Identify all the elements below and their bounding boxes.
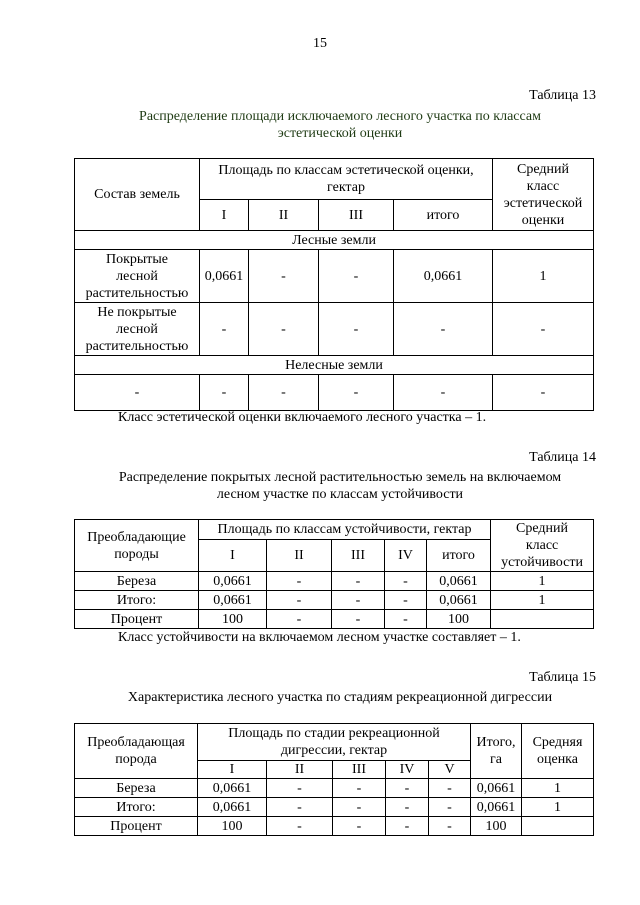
table-row bbox=[75, 572, 594, 591]
t15-header-avg-line1: Средняя bbox=[532, 735, 583, 750]
table-cell: 100 bbox=[198, 817, 267, 836]
table-row bbox=[75, 798, 594, 817]
t13-header-avg bbox=[493, 159, 594, 231]
table14-title-line2: лесном участке по классам устойчивости bbox=[216, 487, 464, 502]
table13-label: Таблица 13 bbox=[529, 88, 596, 103]
table-cell: - bbox=[429, 798, 471, 817]
t13-col-I: I bbox=[200, 200, 249, 231]
t14-header-species bbox=[75, 520, 199, 572]
table-cell: - bbox=[267, 572, 332, 591]
table13-note: Класс эстетической оценки включаемого лесного участка – 1. bbox=[118, 410, 487, 425]
table-cell: 100 bbox=[427, 610, 491, 629]
t13-header-area-line1: Площадь по классам эстетической оценки, bbox=[218, 163, 474, 178]
table-cell: - bbox=[333, 817, 386, 836]
t15-header-species-line2: порода bbox=[115, 752, 157, 767]
t15-col-IV: IV bbox=[386, 761, 429, 779]
t15-col-V: V bbox=[429, 761, 471, 779]
table-cell: - bbox=[385, 610, 427, 629]
t13-header-avg-line1: Средний bbox=[517, 161, 569, 177]
t13-row1-line3: растительностью bbox=[85, 285, 189, 301]
t14-col-total: итого bbox=[427, 540, 491, 572]
t13-header-land: Состав земель bbox=[75, 159, 200, 231]
table13-title-line2: эстетической оценки bbox=[277, 126, 403, 141]
table-row bbox=[75, 591, 594, 610]
t13-header-area bbox=[200, 159, 493, 200]
table-cell: 0,0661 bbox=[199, 591, 267, 610]
table-cell: 0,0661 bbox=[427, 572, 491, 591]
table-cell: - bbox=[493, 303, 594, 356]
t14-col-II: II bbox=[267, 540, 332, 572]
t13-header-avg-line3: эстетической bbox=[503, 195, 583, 211]
t15-header-species-line1: Преобладающая bbox=[87, 735, 185, 750]
row-name: Процент bbox=[75, 610, 199, 629]
t13-row1-name bbox=[75, 250, 200, 303]
table-cell: - bbox=[200, 375, 249, 411]
t13-col-total: итого bbox=[394, 200, 493, 231]
table-row bbox=[75, 817, 594, 836]
table-cell: - bbox=[333, 779, 386, 798]
table-cell: - bbox=[429, 817, 471, 836]
table-cell: - bbox=[267, 779, 333, 798]
table14 bbox=[74, 519, 594, 629]
row-name: Береза bbox=[75, 779, 198, 798]
table-cell: - bbox=[385, 572, 427, 591]
table-cell: - bbox=[267, 610, 332, 629]
t15-header-total bbox=[471, 724, 522, 779]
table-cell: 0,0661 bbox=[394, 250, 493, 303]
table14-label: Таблица 14 bbox=[529, 450, 596, 465]
t15-col-II: II bbox=[267, 761, 333, 779]
table13 bbox=[74, 158, 594, 411]
table-cell: - bbox=[493, 375, 594, 411]
table15-title: Характеристика лесного участка по стадиям рекреационной дигрессии bbox=[127, 690, 553, 705]
t14-header-species-line1: Преобладающие bbox=[87, 529, 186, 545]
t13-row2-line3: растительностью bbox=[85, 338, 189, 354]
t13-row1-line1: Покрытые bbox=[105, 251, 169, 267]
table-cell: - bbox=[386, 779, 429, 798]
table-cell: - bbox=[394, 303, 493, 356]
t13-row2-line1: Не покрытые bbox=[97, 304, 177, 320]
table-cell: - bbox=[75, 375, 200, 411]
table14-note: Класс устойчивости на включаемом лесном участке составляет – 1. bbox=[118, 630, 521, 645]
table-cell: 0,0661 bbox=[200, 250, 249, 303]
table-cell: - bbox=[267, 817, 333, 836]
t15-header-area bbox=[198, 724, 471, 761]
t14-header-species-line2: породы bbox=[114, 546, 159, 562]
t15-header-avg bbox=[522, 724, 594, 779]
t14-header-area: Площадь по классам устойчивости, гектар bbox=[199, 520, 491, 540]
t14-header-avg-line2: класс bbox=[525, 538, 559, 553]
t15-col-I: I bbox=[198, 761, 267, 779]
table-cell: 0,0661 bbox=[199, 572, 267, 591]
row-name: Итого: bbox=[75, 798, 198, 817]
table-cell bbox=[522, 817, 594, 836]
row-name: Итого: bbox=[75, 591, 199, 610]
table-cell: 1 bbox=[491, 591, 594, 610]
table-cell: 0,0661 bbox=[198, 798, 267, 817]
table-cell: - bbox=[200, 303, 249, 356]
table-row bbox=[75, 610, 594, 629]
t13-header-area-line2: гектар bbox=[327, 180, 365, 195]
table-cell: 1 bbox=[522, 798, 594, 817]
table-cell: - bbox=[319, 250, 394, 303]
t13-row1-line2: лесной bbox=[116, 268, 158, 284]
table-cell: - bbox=[332, 610, 385, 629]
t13-section-nonforest: Нелесные земли bbox=[75, 356, 594, 375]
table-cell: - bbox=[319, 375, 394, 411]
t13-row2-line2: лесной bbox=[116, 321, 158, 337]
t15-header-avg-line2: оценка bbox=[536, 752, 578, 767]
t13-row2-name bbox=[75, 303, 200, 356]
table14-title bbox=[60, 469, 620, 503]
table-cell: 1 bbox=[491, 572, 594, 591]
t13-section-forest: Лесные земли bbox=[75, 231, 594, 250]
table-cell: - bbox=[332, 572, 385, 591]
table-cell bbox=[491, 610, 594, 629]
table-cell: 0,0661 bbox=[471, 798, 522, 817]
table-cell: 100 bbox=[199, 610, 267, 629]
table-cell: 0,0661 bbox=[198, 779, 267, 798]
table-cell: - bbox=[394, 375, 493, 411]
t15-col-III: III bbox=[333, 761, 386, 779]
t14-col-I: I bbox=[199, 540, 267, 572]
table-cell: - bbox=[267, 591, 332, 610]
table-cell: - bbox=[249, 303, 319, 356]
table-cell: 0,0661 bbox=[427, 591, 491, 610]
t14-col-III: III bbox=[332, 540, 385, 572]
t14-header-avg-line3: устойчивости bbox=[501, 555, 583, 570]
t14-header-avg-line1: Средний bbox=[516, 521, 569, 536]
table-cell: - bbox=[249, 375, 319, 411]
table-cell: - bbox=[386, 817, 429, 836]
t15-header-area-line2: дигрессии, гектар bbox=[280, 743, 388, 758]
table-cell: 0,0661 bbox=[471, 779, 522, 798]
table15-label: Таблица 15 bbox=[529, 670, 596, 685]
table13-title bbox=[60, 108, 620, 142]
page-number: 15 bbox=[313, 36, 327, 51]
t15-header-species bbox=[75, 724, 198, 779]
table-cell: 1 bbox=[522, 779, 594, 798]
row-name: Береза bbox=[75, 572, 199, 591]
table-row bbox=[75, 779, 594, 798]
row-name: Процент bbox=[75, 817, 198, 836]
table-cell: - bbox=[267, 798, 333, 817]
t14-col-IV: IV bbox=[385, 540, 427, 572]
table-cell: 100 bbox=[471, 817, 522, 836]
t13-header-avg-line4: оценки bbox=[521, 212, 565, 228]
t13-header-avg-line2: класс bbox=[526, 178, 560, 194]
table-cell: - bbox=[386, 798, 429, 817]
t13-col-III: III bbox=[319, 200, 394, 231]
table-cell: - bbox=[249, 250, 319, 303]
table15 bbox=[74, 723, 594, 836]
table-cell: 1 bbox=[493, 250, 594, 303]
table-cell: - bbox=[333, 798, 386, 817]
t13-col-II: II bbox=[249, 200, 319, 231]
table13-title-line1: Распределение площади исключаемого лесного участка по классам bbox=[139, 109, 541, 124]
table-cell: - bbox=[385, 591, 427, 610]
t14-header-avg bbox=[491, 520, 594, 572]
table-cell: - bbox=[332, 591, 385, 610]
table-cell: - bbox=[429, 779, 471, 798]
table14-title-line1: Распределение покрытых лесной растительностью земель на включаемом bbox=[118, 470, 562, 485]
t15-header-area-line1: Площадь по стадии рекреационной bbox=[228, 726, 440, 741]
table-cell: - bbox=[319, 303, 394, 356]
t15-header-total-line2: га bbox=[490, 752, 502, 767]
t15-header-total-line1: Итого, bbox=[476, 735, 516, 750]
